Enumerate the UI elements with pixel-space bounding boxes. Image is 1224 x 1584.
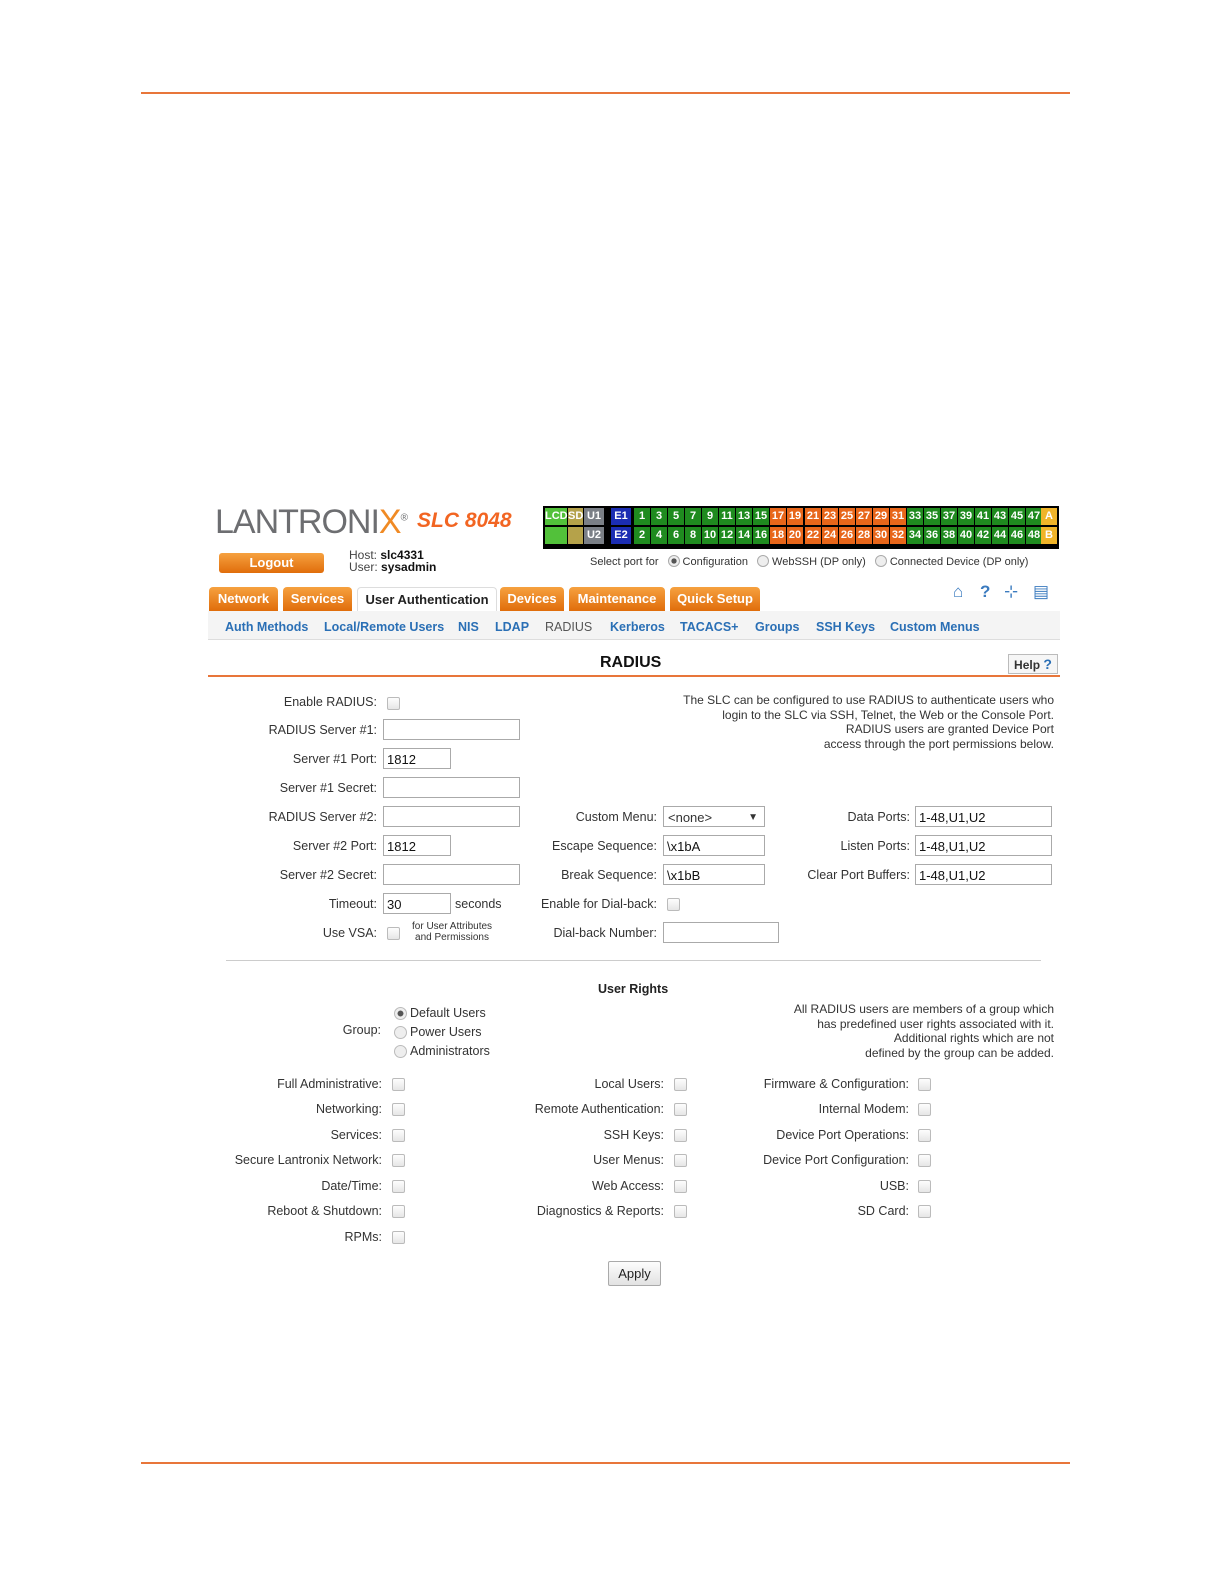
enable-radius-checkbox[interactable]	[387, 697, 400, 710]
right-reboot-shutdown-label: Reboot & Shutdown:	[267, 1204, 382, 1218]
right-services-checkbox[interactable]	[392, 1129, 405, 1142]
tab-devices[interactable]: Devices	[500, 587, 564, 611]
group-default-users-radio[interactable]	[394, 1007, 407, 1020]
port-35[interactable]: 35	[924, 508, 940, 525]
right-remote-authentication-label: Remote Authentication:	[534, 1102, 664, 1116]
apply-button[interactable]: Apply	[608, 1261, 661, 1286]
right-date-time-checkbox[interactable]	[392, 1180, 405, 1193]
listen-ports-input[interactable]: 1-48,U1,U2	[915, 835, 1052, 856]
lcd-cell-lower[interactable]	[545, 527, 567, 544]
model-name: SLC 8048	[417, 509, 512, 532]
subtab-radius[interactable]: RADIUS	[545, 620, 593, 634]
user-line: User: sysadmin	[349, 560, 437, 574]
right-secure-lantronix-network-checkbox[interactable]	[392, 1154, 405, 1167]
top-rule	[141, 92, 1070, 94]
port-37[interactable]: 37	[941, 508, 957, 525]
group-power-users-radio[interactable]	[394, 1026, 407, 1039]
port-38[interactable]: 38	[941, 527, 957, 544]
port-26[interactable]: 26	[839, 527, 855, 544]
port-32[interactable]: 32	[890, 527, 906, 544]
port-36[interactable]: 36	[924, 527, 940, 544]
port-41[interactable]: 41	[975, 508, 991, 525]
right-web-access-label: Web Access:	[591, 1179, 664, 1193]
port-48[interactable]: 48	[1026, 527, 1042, 544]
port-43[interactable]: 43	[992, 508, 1008, 525]
tab-quick-setup[interactable]: Quick Setup	[670, 587, 760, 611]
clear-port-buffers-input[interactable]: 1-48,U1,U2	[915, 864, 1052, 885]
port-47[interactable]: 47	[1026, 508, 1042, 525]
clear-buffers-label: Clear Port Buffers:	[807, 868, 910, 882]
dialback-number-label: Dial-back Number:	[553, 926, 657, 940]
subtab-ssh-keys[interactable]: SSH Keys	[816, 620, 876, 634]
server1-port-input[interactable]: 1812	[383, 748, 451, 769]
right-usb-checkbox[interactable]	[918, 1180, 931, 1193]
port-13[interactable]: 13	[736, 508, 752, 525]
port-a[interactable]: A	[1041, 508, 1057, 525]
port-27[interactable]: 27	[856, 508, 872, 525]
custom-menu-select[interactable]: <none> ▼	[663, 806, 765, 827]
group-default-users-label: Default Users	[410, 1006, 486, 1020]
server2-secret-input[interactable]	[383, 864, 520, 885]
port-23[interactable]: 23	[822, 508, 838, 525]
subtab-auth-methods[interactable]: Auth Methods	[225, 620, 309, 634]
right-internal-modem-label: Internal Modem:	[818, 1102, 909, 1116]
rights-info-text: All RADIUS users are members of a group which has predefined user rights associated with it. Additional rights which are not defined by the group can be added.	[793, 1002, 1054, 1060]
right-web-access-checkbox[interactable]	[674, 1180, 687, 1193]
enable-radius-label: Enable RADIUS:	[283, 695, 377, 709]
bottom-rule	[141, 1462, 1070, 1464]
right-local-users-label: Local Users:	[594, 1077, 664, 1091]
port-e2[interactable]: E2	[611, 527, 631, 544]
page-title: RADIUS	[600, 654, 662, 671]
port-3[interactable]: 3	[651, 508, 667, 525]
server1-secret-input[interactable]	[383, 777, 520, 798]
right-internal-modem-checkbox[interactable]	[918, 1103, 931, 1116]
port-2[interactable]: 2	[634, 527, 650, 544]
port-14[interactable]: 14	[736, 527, 752, 544]
tab-user-authentication[interactable]: User Authentication	[357, 587, 497, 612]
title-underline	[208, 675, 1060, 677]
right-device-port-configuration-checkbox[interactable]	[918, 1154, 931, 1167]
port-12[interactable]: 12	[719, 527, 735, 544]
group-administrators-radio[interactable]	[394, 1045, 407, 1058]
right-firmware-configuration-checkbox[interactable]	[918, 1078, 931, 1091]
port-22[interactable]: 22	[805, 527, 821, 544]
config-radio[interactable]	[668, 555, 680, 567]
escape-label: Escape Sequence:	[552, 839, 657, 853]
port-29[interactable]: 29	[873, 508, 889, 525]
radius-server1-input[interactable]	[383, 719, 520, 740]
help-icon[interactable]: ?	[980, 582, 991, 601]
subtab-kerberos[interactable]: Kerberos	[610, 620, 665, 634]
port-15[interactable]: 15	[753, 508, 769, 525]
right-local-users-checkbox[interactable]	[674, 1078, 687, 1091]
right-networking-checkbox[interactable]	[392, 1103, 405, 1116]
timeout-label: Timeout:	[328, 897, 377, 911]
port-24[interactable]: 24	[822, 527, 838, 544]
port-1[interactable]: 1	[634, 508, 650, 525]
break-sequence-input[interactable]: \x1bB	[663, 864, 765, 885]
data-ports-label: Data Ports:	[847, 810, 910, 824]
right-rpms-checkbox[interactable]	[392, 1231, 405, 1244]
custom-menu-label: Custom Menu:	[575, 810, 657, 824]
right-ssh-keys-checkbox[interactable]	[674, 1129, 687, 1142]
right-date-time-label: Date/Time:	[321, 1179, 382, 1193]
subtab-local-remote-users[interactable]: Local/Remote Users	[324, 620, 445, 634]
port2-label: Server #2 Port:	[292, 839, 377, 853]
right-reboot-shutdown-checkbox[interactable]	[392, 1205, 405, 1218]
port-18[interactable]: 18	[770, 527, 786, 544]
data-ports-input[interactable]: 1-48,U1,U2	[915, 806, 1052, 827]
right-diagnostics-reports-label: Diagnostics & Reports:	[536, 1204, 664, 1218]
group-power-users-label: Power Users	[410, 1025, 482, 1039]
port-10[interactable]: 10	[702, 527, 718, 544]
subtab-ldap[interactable]: LDAP	[495, 620, 530, 634]
server1-label: RADIUS Server #1:	[268, 723, 377, 737]
vsa-note: for User Attributes and Permissions	[412, 921, 493, 943]
user-rights-title: User Rights	[598, 982, 669, 996]
port-46[interactable]: 46	[1009, 527, 1025, 544]
port-39[interactable]: 39	[958, 508, 974, 525]
connected-device-radio[interactable]	[875, 555, 887, 567]
subtab-groups[interactable]: Groups	[755, 620, 800, 634]
dialback-label: Enable for Dial-back:	[540, 897, 657, 911]
tab-services[interactable]: Services	[283, 587, 352, 611]
subtab-tacacs[interactable]: TACACS+	[680, 620, 739, 634]
subtab-custom-menus[interactable]: Custom Menus	[890, 620, 980, 634]
help-icon: ?	[1043, 656, 1052, 672]
port-b[interactable]: B	[1041, 527, 1057, 544]
right-device-port-operations-checkbox[interactable]	[918, 1129, 931, 1142]
port-40[interactable]: 40	[958, 527, 974, 544]
port-e1[interactable]: E1	[611, 508, 631, 525]
sd-cell[interactable]: SD	[568, 508, 583, 525]
right-services-label: Services:	[330, 1128, 382, 1142]
right-device-port-configuration-label: Device Port Configuration:	[763, 1153, 909, 1167]
right-firmware-configuration-label: Firmware & Configuration:	[763, 1077, 909, 1091]
port-16[interactable]: 16	[753, 527, 769, 544]
right-secure-lantronix-network-label: Secure Lantronix Network:	[234, 1153, 382, 1167]
port-30[interactable]: 30	[873, 527, 889, 544]
host-value: slc4331	[380, 548, 424, 562]
port-33[interactable]: 33	[907, 508, 923, 525]
use-vsa-checkbox[interactable]	[387, 927, 400, 940]
right-ssh-keys-label: SSH Keys:	[603, 1128, 664, 1142]
port-6[interactable]: 6	[668, 527, 684, 544]
port-25[interactable]: 25	[839, 508, 855, 525]
home-icon[interactable]: ⌂	[953, 582, 964, 601]
port-8[interactable]: 8	[685, 527, 701, 544]
listen-ports-label: Listen Ports:	[840, 839, 910, 853]
dialback-checkbox[interactable]	[667, 898, 680, 911]
timeout-unit: seconds	[455, 897, 502, 911]
lantronix-logo: LANTRONIX®	[215, 503, 407, 541]
radius-info-text: The SLC can be configured to use RADIUS to authenticate users who login to the SLC via SSH, Telnet, the Web or the Console Port. RADIUS users are granted Device Port access through the port permissions below.	[683, 693, 1054, 751]
port-42[interactable]: 42	[975, 527, 991, 544]
tab-maintenance[interactable]: Maintenance	[569, 587, 665, 611]
group-administrators-label: Administrators	[410, 1044, 490, 1058]
right-full-administrative-label: Full Administrative:	[277, 1077, 382, 1091]
port-5[interactable]: 5	[668, 508, 684, 525]
port-u1[interactable]: U1	[584, 508, 604, 525]
port-19[interactable]: 19	[787, 508, 803, 525]
server2-port-input[interactable]: 1812	[383, 835, 451, 856]
secret1-label: Server #1 Secret:	[279, 781, 377, 795]
right-full-administrative-checkbox[interactable]	[392, 1078, 405, 1091]
right-rpms-label: RPMs:	[344, 1230, 382, 1244]
group-label: Group:	[342, 1023, 381, 1037]
port-20[interactable]: 20	[787, 527, 803, 544]
right-diagnostics-reports-checkbox[interactable]	[674, 1205, 687, 1218]
port-4[interactable]: 4	[651, 527, 667, 544]
right-remote-authentication-checkbox[interactable]	[674, 1103, 687, 1116]
port-44[interactable]: 44	[992, 527, 1008, 544]
user-value: sysadmin	[381, 560, 437, 574]
lcd-cell[interactable]: LCD	[545, 508, 567, 525]
escape-sequence-input[interactable]: \x1bA	[663, 835, 765, 856]
port-7[interactable]: 7	[685, 508, 701, 525]
subtab-nis[interactable]: NIS	[458, 620, 479, 634]
port-21[interactable]: 21	[805, 508, 821, 525]
right-user-menus-checkbox[interactable]	[674, 1154, 687, 1167]
logout-button[interactable]: Logout	[219, 553, 324, 573]
chevron-down-icon: ▼	[748, 812, 758, 823]
radius-server2-input[interactable]	[383, 806, 520, 827]
break-label: Break Sequence:	[561, 868, 657, 882]
server2-label: RADIUS Server #2:	[268, 810, 377, 824]
sitemap-icon[interactable]: ⊹	[1004, 582, 1019, 601]
port1-label: Server #1 Port:	[292, 752, 377, 766]
right-device-port-operations-label: Device Port Operations:	[776, 1128, 909, 1142]
port-u2[interactable]: U2	[584, 527, 604, 544]
select-port-for: Select port for Configuration WebSSH (DP only) Connected Device (DP only)	[590, 555, 1029, 568]
port-31[interactable]: 31	[890, 508, 906, 525]
vsa-label: Use VSA:	[322, 926, 377, 940]
right-networking-label: Networking:	[316, 1102, 382, 1116]
secret2-label: Server #2 Secret:	[279, 868, 377, 882]
timeout-input[interactable]: 30	[383, 893, 451, 914]
port-9[interactable]: 9	[702, 508, 718, 525]
right-sd-card-label: SD Card:	[857, 1204, 909, 1218]
right-usb-label: USB:	[879, 1179, 909, 1193]
port-34[interactable]: 34	[907, 527, 923, 544]
port-45[interactable]: 45	[1009, 508, 1025, 525]
host-line: Host: slc4331	[349, 548, 424, 562]
right-user-menus-label: User Menus:	[593, 1153, 664, 1167]
port-status-map	[543, 506, 1059, 549]
dialback-number-input[interactable]	[663, 922, 779, 943]
tab-network[interactable]: Network	[209, 587, 278, 611]
sd-cell-lower[interactable]	[568, 527, 583, 544]
port-28[interactable]: 28	[856, 527, 872, 544]
port-17[interactable]: 17	[770, 508, 786, 525]
help-button[interactable]: Help ?	[1008, 654, 1058, 674]
section-divider	[226, 960, 1041, 961]
port-11[interactable]: 11	[719, 508, 735, 525]
webssh-radio[interactable]	[757, 555, 769, 567]
right-sd-card-checkbox[interactable]	[918, 1205, 931, 1218]
log-icon[interactable]: ▤	[1033, 582, 1050, 601]
